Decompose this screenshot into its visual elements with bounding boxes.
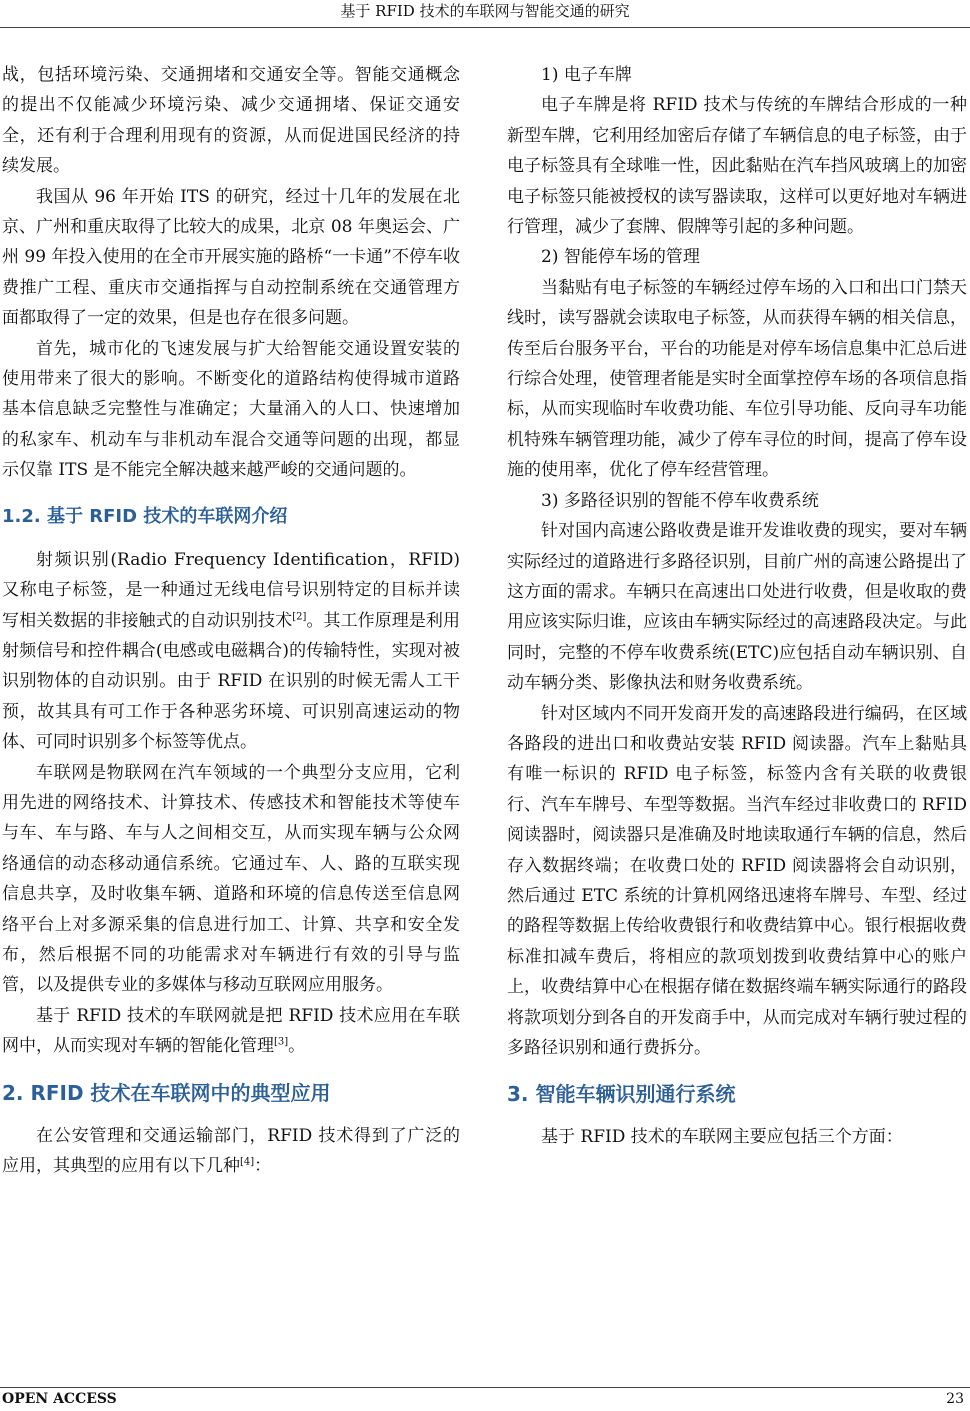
list-item-heading: 3) 多路径识别的智能不停车收费系统	[541, 490, 819, 511]
section-heading-2: 2. RFID 技术在车联网中的典型应用	[2, 1080, 331, 1105]
paragraph-text: 。其工作原理是利用射频信号和控件耦合(电感或电磁耦合)的传输特性，实现对被识别物体的自动识别。由于 RFID 在识别的时候无需人工干预，故其具有可工作于各种恶劣环境、可识别高速运动的物体、可同时识别多个标签等优点。	[2, 610, 461, 753]
citation-ref[interactable]: [2]	[292, 610, 307, 622]
paragraph-text: 在公安管理和交通运输部门，RFID 技术得到了广泛的应用，其典型的应用有以下几种	[2, 1125, 460, 1176]
paragraph	[2, 545, 460, 758]
right-column	[507, 60, 967, 1153]
paragraph: 首先，城市化的飞速发展与扩大给智能交通设置安装的使用带来了很大的影响。不断变化的道路结构使得城市道路基本信息缺乏完整性与准确定；大量涌入的人口、快速增加的私家车、机动车与非机动车混合交通等问题的出现，都显示仅靠 ITS 是不能完全解决越来越严峻的交通问题的。	[2, 338, 460, 481]
running-header	[0, 0, 970, 28]
paragraph: 电子车牌是将 RFID 技术与传统的车牌结合形成的一种新型车牌，它利用经加密后存储了车辆信息的电子标签，由于电子标签具有全球唯一性，因此黏贴在汽车挡风玻璃上的加密电子标签只能被授权的读写器读取，这样可以更好地对车辆进行管理，减少了套牌、假牌等引起的多种问题。	[507, 95, 967, 238]
paragraph-text: 基于 RFID 技术的车联网就是把 RFID 技术应用在车联网中，从而实现对车辆的智能化管理	[2, 1005, 460, 1057]
page-footer	[0, 1387, 970, 1411]
paragraph-text: 射频识别(Radio Frequency Identification，RFID)又称电子标签，是一种通过无线电信号识别特定的目标并读写相关数据的非接触式的自动识别技术	[2, 549, 460, 631]
section-heading-3: 3. 智能车辆识别通行系统	[507, 1082, 736, 1107]
section-heading-1-2: 1.2. 基于 RFID 技术的车联网介绍	[2, 505, 288, 527]
paragraph	[2, 1001, 460, 1062]
open-access-label: OPEN ACCESS	[2, 1391, 117, 1407]
paragraph: 我国从 96 年开始 ITS 的研究，经过十几年的发展在北京、广州和重庆取得了比较大的成果，北京 08 年奥运会、广州 99 年投入使用的在全市开展实施的路桥“一卡通”不停车收费推广工程、重庆市交通指挥与自动控制系统在交通管理方面都取得了一定的效果，但是也存在很多问题。	[2, 186, 460, 329]
paragraph: 当黏贴有电子标签的车辆经过停车场的入口和出口门禁天线时，读写器就会读取电子标签，从而获得车辆的相关信息，传至后台服务平台，平台的功能是对停车场信息集中汇总后进行综合处理，使管理者能是实时全面掌控停车场的各项信息指标，从而实现临时车收费功能、车位引导功能、反向寻车功能机特殊车辆管理功能，减少了停车寻位的时间，提高了停车设施的使用率，优化了停车经营管理。	[507, 277, 967, 481]
paragraph	[2, 1121, 460, 1182]
citation-ref[interactable]: [3]	[274, 1036, 289, 1048]
page-number: 23	[946, 1391, 964, 1407]
paragraph-text: ：	[254, 1156, 272, 1176]
paragraph: 基于 RFID 技术的车联网主要应包括三个方面：	[541, 1127, 903, 1148]
paragraph: 针对区域内不同开发商开发的高速路段进行编码，在区域各路段的进出口和收费站安装 RFID 阅读器。汽车上黏贴具有唯一标识的 RFID 电子标签，标签内含有关联的收费银行、汽车车牌号、车型等数据。当汽车经过非收费口的 RFID 阅读器时，阅读器只是准确及时地读取通行车辆的信息，然后存入数据终端；在收费口处的 RFID 阅读器将会自动识别，然后通过 ETC 系统的计算机网络迅速将车牌号、车型、经过的路程等数据上传给收费银行和收费结算中心。银行根据收费标准扣减车费后，将相应的款项划拨到收费结算中心的账户上，收费结算中心在根据存储在数据终端车辆实际通行的路段将款项划分到各自的开发商手中，从而完成对车辆行驶过程的多路径识别和通行费拆分。	[507, 703, 967, 1058]
left-column	[2, 60, 460, 1181]
paragraph: 战，包括环境污染、交通拥堵和交通安全等。智能交通概念的提出不仅能减少环境污染、减少交通拥堵、保证交通安全，还有利于合理利用现有的资源，从而促进国民经济的持续发展。	[2, 65, 460, 177]
paragraph: 车联网是物联网在汽车领域的一个典型分支应用，它利用先进的网络技术、计算技术、传感技术和智能技术等使车与车、车与路、车与人之间相交互，从而实现车辆与公众网络通信的动态移动通信系统。它通过车、人、路的互联实现信息共享，及时收集车辆、道路和环境的信息传送至信息网络平台上对多源采集的信息进行加工、计算、共享和安全发布，然后根据不同的功能需求对车辆进行有效的引导与监管，以及提供专业的多媒体与移动互联网应用服务。	[2, 762, 460, 996]
running-header-title: 基于 RFID 技术的车联网与智能交通的研究	[340, 2, 630, 20]
list-item-heading: 1) 电子车牌	[541, 65, 632, 85]
citation-ref[interactable]: [4]	[240, 1156, 255, 1168]
paragraph-text: 。	[288, 1036, 306, 1057]
list-item-heading: 2) 智能停车场的管理	[541, 247, 700, 268]
paragraph: 针对国内高速公路收费是谁开发谁收费的现实，要对车辆实际经过的道路进行多路径识别，目前广州的高速公路提出了这方面的需求。车辆只在高速出口处进行收费，但是收取的费用应该实际归谁，应该由车辆实际经过的高速路段决定。与此同时，完整的不停车收费系统(ETC)应包括自动车辆识别、自动车辆分类、影像执法和财务收费系统。	[507, 521, 967, 694]
